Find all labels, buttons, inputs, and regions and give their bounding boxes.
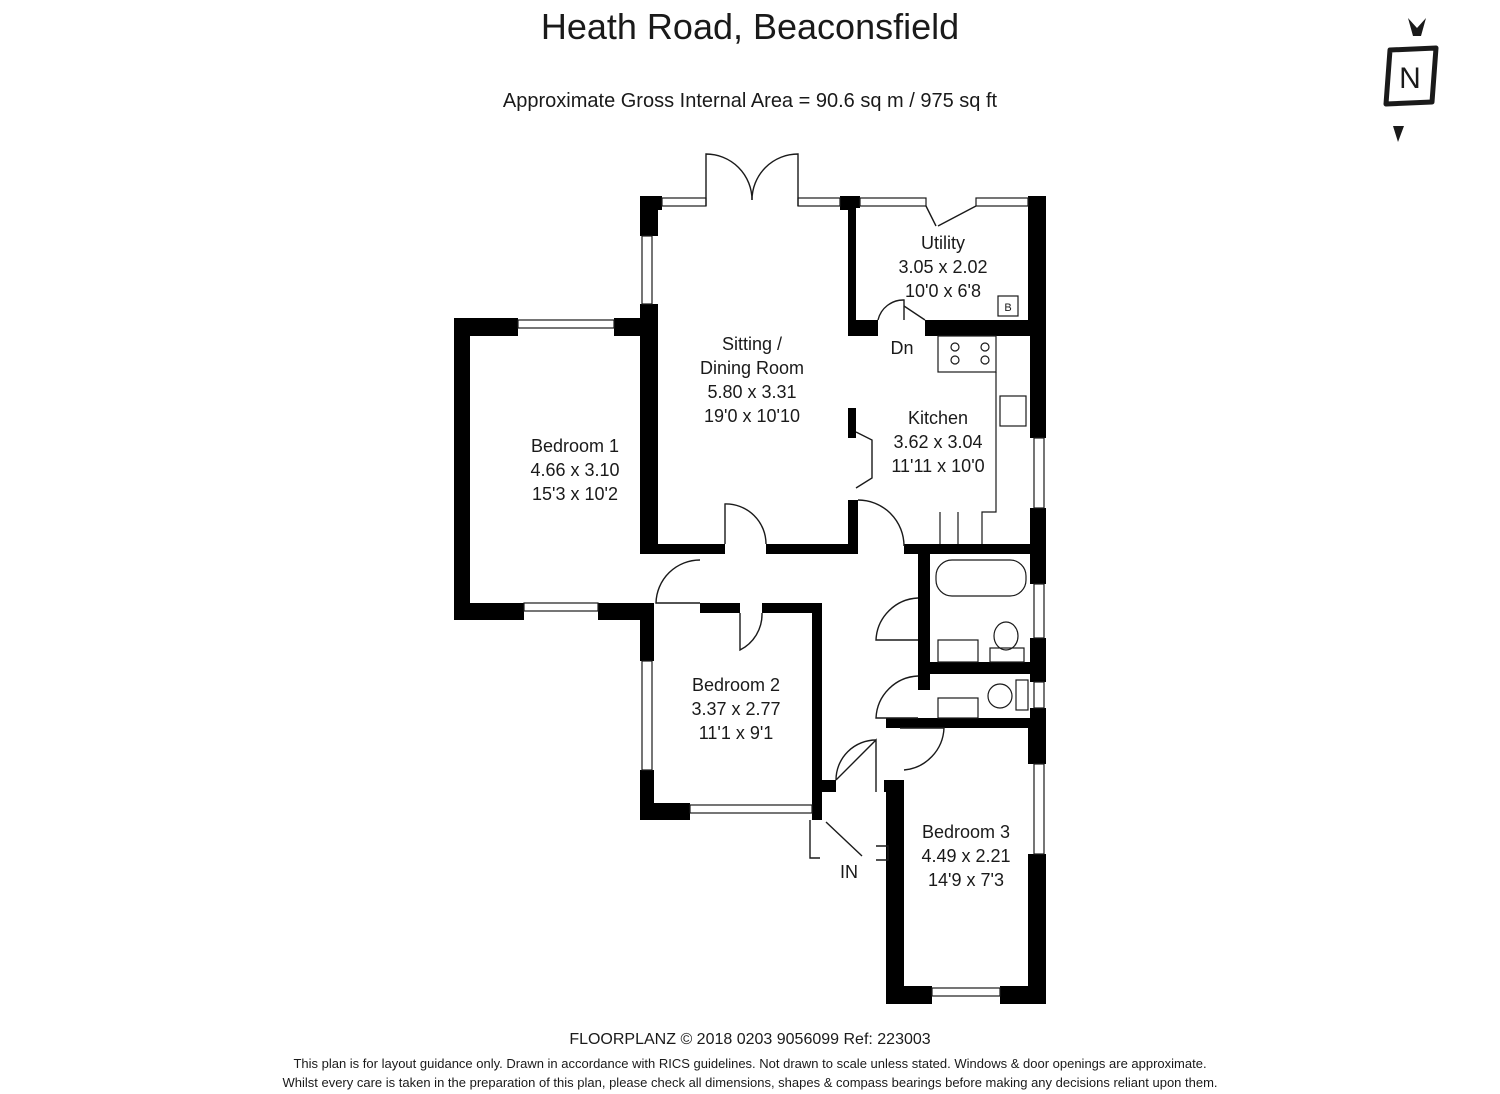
sitting-name-1: Sitting /	[721, 334, 783, 354]
basin-icon	[938, 640, 978, 662]
plan-title: Heath Road, Beaconsfield	[540, 6, 960, 47]
bedroom1-metric: 4.66 x 3.10	[530, 460, 620, 480]
bedroom2-imperial: 11'1 x 9'1	[698, 723, 774, 743]
bath-icon	[936, 560, 1026, 596]
footer-disclaimer-1: This plan is for layout guidance only. Drawn in accordance with RICS guidelines. Not drawn to scale unless stated. Windows & door openings are approximate.	[293, 1056, 1207, 1071]
boiler-label: B	[1004, 302, 1012, 314]
sitting-imperial: 19'0 x 10'10	[704, 406, 800, 426]
stairs-down-label: Dn	[890, 338, 914, 358]
north-compass-icon	[1386, 18, 1436, 142]
bedroom3-imperial: 14'9 x 7'3	[928, 870, 1004, 890]
bedroom2-metric: 3.37 x 2.77	[691, 699, 781, 719]
utility-metric: 3.05 x 2.02	[898, 257, 988, 277]
kitchen-metric: 3.62 x 3.04	[893, 432, 983, 452]
kitchen-imperial: 11'11 x 10'0	[891, 456, 985, 476]
footer-disclaimer-2: Whilst every care is taken in the preparation of this plan, please check all dimensions, shapes & compass bearings before making any decisions reliant upon them.	[282, 1075, 1218, 1090]
bedroom3-name: Bedroom 3	[921, 822, 1011, 842]
fixtures	[936, 296, 1028, 718]
utility-name: Utility	[921, 233, 965, 253]
footer-ref: FLOORPLANZ © 2018 0203 9056099 Ref: 223003	[569, 1031, 931, 1048]
kitchen-name: Kitchen	[907, 408, 969, 428]
compass-letter: N	[1399, 62, 1421, 95]
toilet-icon	[994, 622, 1018, 650]
bedroom1-imperial: 15'3 x 10'2	[532, 484, 618, 504]
bedroom2-name: Bedroom 2	[691, 675, 781, 695]
bedroom1-name: Bedroom 1	[530, 436, 620, 456]
utility-imperial: 10'0 x 6'8	[905, 281, 981, 301]
sitting-metric: 5.80 x 3.31	[707, 382, 797, 402]
bedroom3-metric: 4.49 x 2.21	[921, 846, 1011, 866]
sitting-name-2: Dining Room	[699, 358, 805, 378]
entrance-label: IN	[840, 862, 858, 882]
hob-icon	[938, 336, 996, 372]
gross-area-label: Approximate Gross Internal Area = 90.6 sq m / 975 sq ft	[502, 90, 998, 112]
sink-icon	[1000, 396, 1026, 426]
